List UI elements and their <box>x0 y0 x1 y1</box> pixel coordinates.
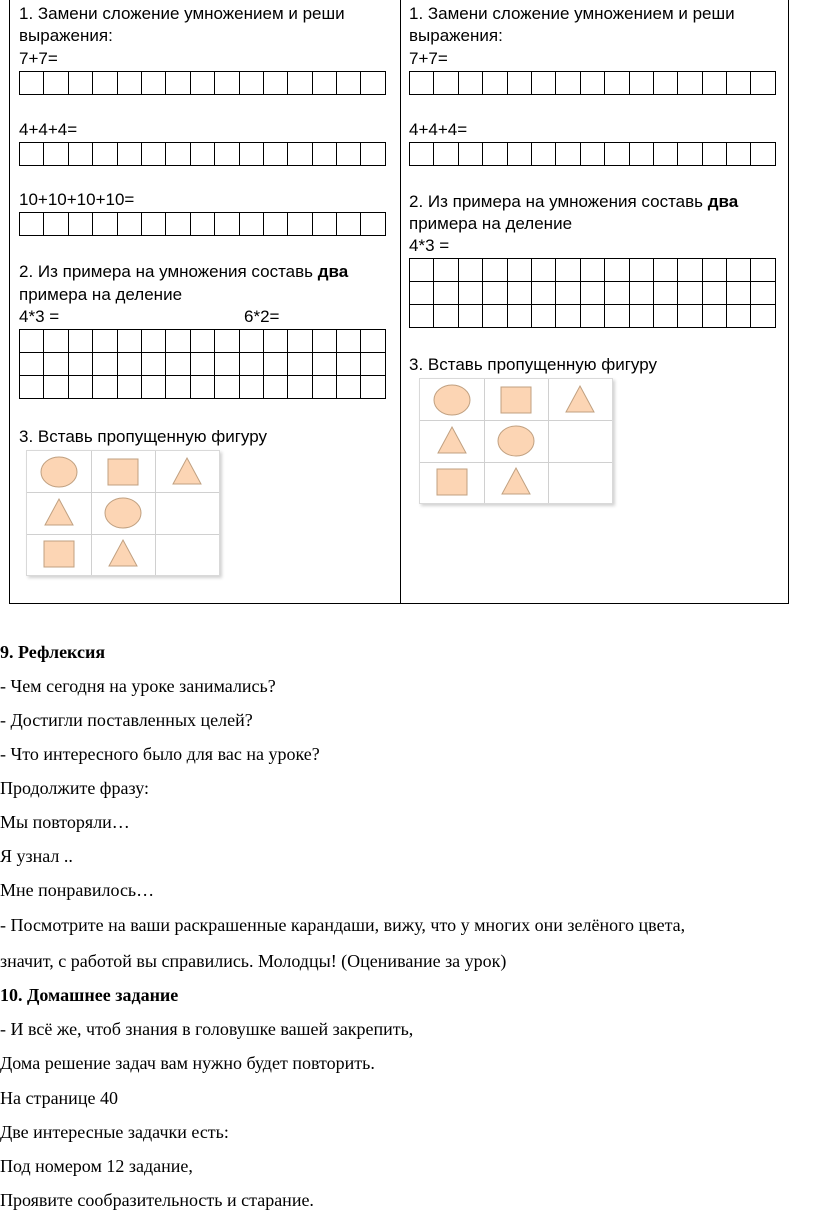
grid-cell <box>556 305 580 328</box>
grid-row <box>410 143 776 166</box>
grid-cell <box>727 143 751 166</box>
grid-cell <box>605 305 629 328</box>
missing-shape-puzzle <box>26 450 220 576</box>
grid-cell <box>483 282 507 305</box>
square-shape-icon <box>496 383 536 417</box>
division-expression-2: 6*2= <box>244 307 280 326</box>
grid-cell <box>653 143 677 166</box>
grid-cell <box>727 259 751 282</box>
answer-grid-1 <box>19 71 386 95</box>
grid-cell <box>458 143 482 166</box>
grid-cell <box>434 282 458 305</box>
grid-cell <box>288 376 312 399</box>
grid-cell <box>751 72 775 95</box>
circle-shape-icon <box>432 383 472 417</box>
homework-line-1: - И всё же, чтоб знания в головушке вашей закрепить, <box>0 1019 414 1039</box>
grid-cell <box>653 282 677 305</box>
puzzle-divider <box>27 492 219 493</box>
grid-cell <box>93 330 117 353</box>
grid-cell <box>702 305 726 328</box>
grid-cell <box>751 143 775 166</box>
grid-cell <box>117 143 141 166</box>
grid-cell <box>337 330 361 353</box>
homework-line-2: Дома решение задач вам нужно будет повторить. <box>0 1053 375 1073</box>
grid-cell <box>483 143 507 166</box>
grid-cell <box>702 259 726 282</box>
grid-cell <box>117 376 141 399</box>
grid-cell <box>531 305 555 328</box>
grid-cell <box>312 353 336 376</box>
grid-cell <box>702 282 726 305</box>
grid-cell <box>605 143 629 166</box>
grid-cell <box>507 305 531 328</box>
section-10-title: 10. Домашнее задание <box>0 985 179 1005</box>
triangle-shape-icon <box>496 465 536 499</box>
grid-cell <box>93 376 117 399</box>
grid-cell <box>337 72 361 95</box>
answer-grid-2 <box>409 142 776 166</box>
grid-cell <box>288 72 312 95</box>
task1-title: 1. Замени сложение умножением и реши <box>19 4 345 23</box>
grid-cell <box>288 353 312 376</box>
grid-cell <box>678 305 702 328</box>
grid-cell <box>361 213 385 236</box>
grid-cell <box>141 72 165 95</box>
grid-cell <box>44 330 68 353</box>
grid-cell <box>215 330 239 353</box>
answer-grid-division <box>19 329 386 399</box>
grid-cell <box>117 213 141 236</box>
grid-cell <box>507 282 531 305</box>
grid-cell <box>166 376 190 399</box>
grid-cell <box>117 72 141 95</box>
pencils-paragraph-line-2: значит, с работой вы справились. Молодцы! (Оценивание за урок) <box>0 951 507 971</box>
puzzle-divider <box>91 451 92 575</box>
grid-row <box>410 305 776 328</box>
division-expression-1: 4*3 = <box>19 307 60 326</box>
grid-row <box>20 72 386 95</box>
grid-cell <box>605 259 629 282</box>
triangle-shape-icon <box>432 424 472 458</box>
grid-cell <box>361 330 385 353</box>
pencils-paragraph-line-1: - Посмотрите на ваши раскрашенные карандаши, вижу, что у многих они зелёного цвета, <box>0 915 686 935</box>
grid-cell <box>166 213 190 236</box>
grid-cell <box>458 259 482 282</box>
grid-cell <box>727 305 751 328</box>
answer-grid-3 <box>19 212 386 236</box>
puzzle-divider <box>420 462 612 463</box>
grid-cell <box>68 143 92 166</box>
grid-cell <box>361 72 385 95</box>
grid-cell <box>337 353 361 376</box>
square-shape-icon <box>432 465 472 499</box>
grid-cell <box>410 143 434 166</box>
grid-row <box>20 353 386 376</box>
grid-cell <box>93 353 117 376</box>
grid-cell <box>239 353 263 376</box>
grid-row <box>410 282 776 305</box>
grid-cell <box>215 353 239 376</box>
grid-cell <box>337 143 361 166</box>
grid-cell <box>288 213 312 236</box>
triangle-shape-icon <box>103 537 143 571</box>
grid-cell <box>410 259 434 282</box>
grid-cell <box>312 213 336 236</box>
expression-2: 4+4+4= <box>409 120 468 139</box>
puzzle-divider <box>548 379 549 503</box>
task2-title: 2. Из примера на умножения составь два <box>19 262 349 281</box>
grid-cell <box>531 282 555 305</box>
grid-cell <box>263 143 287 166</box>
grid-cell <box>361 353 385 376</box>
grid-cell <box>190 330 214 353</box>
grid-cell <box>531 72 555 95</box>
grid-cell <box>117 330 141 353</box>
grid-cell <box>653 72 677 95</box>
grid-cell <box>44 143 68 166</box>
grid-cell <box>166 330 190 353</box>
grid-cell <box>410 305 434 328</box>
grid-cell <box>68 213 92 236</box>
grid-cell <box>629 282 653 305</box>
grid-cell <box>68 330 92 353</box>
grid-cell <box>20 72 44 95</box>
grid-cell <box>215 376 239 399</box>
grid-cell <box>580 282 604 305</box>
grid-cell <box>629 259 653 282</box>
grid-cell <box>312 330 336 353</box>
circle-shape-icon <box>39 455 79 489</box>
grid-cell <box>20 213 44 236</box>
grid-cell <box>93 213 117 236</box>
worksheet-left-column <box>10 0 401 603</box>
grid-cell <box>312 376 336 399</box>
grid-cell <box>117 353 141 376</box>
grid-cell <box>678 259 702 282</box>
puzzle-divider <box>27 534 219 535</box>
grid-cell <box>239 72 263 95</box>
grid-cell <box>44 353 68 376</box>
expression-2: 4+4+4= <box>19 120 78 139</box>
reflection-question-1: - Чем сегодня на уроке занимались? <box>0 676 276 696</box>
continue-phrase: Продолжите фразу: <box>0 778 149 798</box>
grid-cell <box>263 72 287 95</box>
grid-row <box>410 259 776 282</box>
grid-cell <box>434 72 458 95</box>
grid-cell <box>434 305 458 328</box>
grid-cell <box>44 213 68 236</box>
grid-cell <box>190 72 214 95</box>
grid-cell <box>337 213 361 236</box>
grid-cell <box>288 143 312 166</box>
grid-cell <box>751 305 775 328</box>
circle-shape-icon <box>103 496 143 530</box>
grid-cell <box>507 259 531 282</box>
expression-3: 10+10+10+10= <box>19 190 135 209</box>
grid-cell <box>678 282 702 305</box>
grid-row <box>20 213 386 236</box>
grid-cell <box>20 143 44 166</box>
task3-title: 3. Вставь пропущенную фигуру <box>409 355 657 374</box>
grid-cell <box>263 213 287 236</box>
grid-cell <box>190 213 214 236</box>
grid-cell <box>312 72 336 95</box>
grid-cell <box>215 143 239 166</box>
grid-cell <box>605 282 629 305</box>
homework-line-4: Две интересные задачки есть: <box>0 1122 229 1142</box>
grid-cell <box>68 376 92 399</box>
grid-cell <box>141 330 165 353</box>
triangle-shape-icon <box>167 455 207 489</box>
grid-row <box>20 143 386 166</box>
grid-cell <box>580 305 604 328</box>
grid-cell <box>166 143 190 166</box>
phrase-1: Мы повторяли… <box>0 812 130 832</box>
grid-cell <box>288 330 312 353</box>
grid-cell <box>215 213 239 236</box>
grid-cell <box>337 376 361 399</box>
grid-cell <box>361 143 385 166</box>
grid-cell <box>629 72 653 95</box>
grid-cell <box>239 143 263 166</box>
grid-cell <box>727 72 751 95</box>
square-shape-icon <box>103 455 143 489</box>
homework-line-5: Под номером 12 задание, <box>0 1156 193 1176</box>
grid-cell <box>44 376 68 399</box>
expression-1: 7+7= <box>409 49 448 68</box>
grid-row <box>20 376 386 399</box>
grid-cell <box>458 72 482 95</box>
phrase-2: Я узнал .. <box>0 846 73 866</box>
grid-cell <box>190 376 214 399</box>
grid-cell <box>263 376 287 399</box>
grid-cell <box>678 143 702 166</box>
grid-cell <box>580 143 604 166</box>
grid-cell <box>458 305 482 328</box>
grid-cell <box>702 143 726 166</box>
grid-cell <box>20 330 44 353</box>
grid-cell <box>483 259 507 282</box>
grid-row <box>410 72 776 95</box>
task3-title: 3. Вставь пропущенную фигуру <box>19 427 267 446</box>
task1-title-cont: выражения: <box>409 26 503 45</box>
grid-cell <box>361 376 385 399</box>
grid-cell <box>507 143 531 166</box>
answer-grid-division <box>409 258 776 328</box>
grid-cell <box>434 143 458 166</box>
grid-cell <box>556 282 580 305</box>
grid-cell <box>93 143 117 166</box>
grid-cell <box>629 305 653 328</box>
grid-cell <box>141 143 165 166</box>
expression-1: 7+7= <box>19 49 58 68</box>
missing-shape-puzzle <box>419 378 613 504</box>
grid-cell <box>239 376 263 399</box>
grid-cell <box>531 143 555 166</box>
task2-title-cont: примера на деление <box>19 285 183 304</box>
grid-cell <box>556 143 580 166</box>
worksheet-right-column <box>400 0 789 603</box>
reflection-question-2: - Достигли поставленных целей? <box>0 710 253 730</box>
grid-cell <box>141 353 165 376</box>
grid-cell <box>678 72 702 95</box>
grid-cell <box>483 72 507 95</box>
grid-cell <box>239 213 263 236</box>
grid-cell <box>190 353 214 376</box>
grid-cell <box>751 282 775 305</box>
grid-cell <box>580 72 604 95</box>
triangle-shape-icon <box>560 383 600 417</box>
task2-title: 2. Из примера на умножения составь два <box>409 192 739 211</box>
grid-cell <box>68 72 92 95</box>
homework-line-3: На странице 40 <box>0 1088 118 1108</box>
grid-cell <box>215 72 239 95</box>
answer-grid-1 <box>409 71 776 95</box>
grid-cell <box>653 305 677 328</box>
worksheet-table <box>9 0 789 604</box>
grid-cell <box>68 353 92 376</box>
reflection-question-3: - Что интересного было для вас на уроке? <box>0 744 320 764</box>
grid-cell <box>263 353 287 376</box>
grid-row <box>20 330 386 353</box>
grid-cell <box>483 305 507 328</box>
grid-cell <box>605 72 629 95</box>
square-shape-icon <box>39 537 79 571</box>
puzzle-divider <box>420 420 612 421</box>
grid-cell <box>312 143 336 166</box>
grid-cell <box>263 330 287 353</box>
task1-title: 1. Замени сложение умножением и реши <box>409 4 735 23</box>
grid-cell <box>580 259 604 282</box>
puzzle-divider <box>484 379 485 503</box>
grid-cell <box>556 72 580 95</box>
grid-cell <box>410 282 434 305</box>
triangle-shape-icon <box>39 496 79 530</box>
grid-cell <box>629 143 653 166</box>
grid-cell <box>141 376 165 399</box>
grid-cell <box>141 213 165 236</box>
task1-title-cont: выражения: <box>19 26 113 45</box>
puzzle-divider <box>155 451 156 575</box>
grid-cell <box>44 72 68 95</box>
grid-cell <box>410 72 434 95</box>
grid-cell <box>751 259 775 282</box>
grid-cell <box>20 353 44 376</box>
grid-cell <box>166 72 190 95</box>
division-expression-1: 4*3 = <box>409 236 450 255</box>
grid-cell <box>239 330 263 353</box>
grid-cell <box>166 353 190 376</box>
grid-cell <box>507 72 531 95</box>
answer-grid-2 <box>19 142 386 166</box>
section-9-title: 9. Рефлексия <box>0 642 106 662</box>
grid-cell <box>531 259 555 282</box>
grid-cell <box>20 376 44 399</box>
grid-cell <box>190 143 214 166</box>
task2-title-cont: примера на деление <box>409 214 573 233</box>
homework-line-6: Проявите сообразительность и старание. <box>0 1190 314 1210</box>
grid-cell <box>458 282 482 305</box>
grid-cell <box>702 72 726 95</box>
grid-cell <box>727 282 751 305</box>
grid-cell <box>93 72 117 95</box>
grid-cell <box>653 259 677 282</box>
grid-cell <box>556 259 580 282</box>
circle-shape-icon <box>496 424 536 458</box>
phrase-3: Мне понравилось… <box>0 880 155 900</box>
grid-cell <box>434 259 458 282</box>
